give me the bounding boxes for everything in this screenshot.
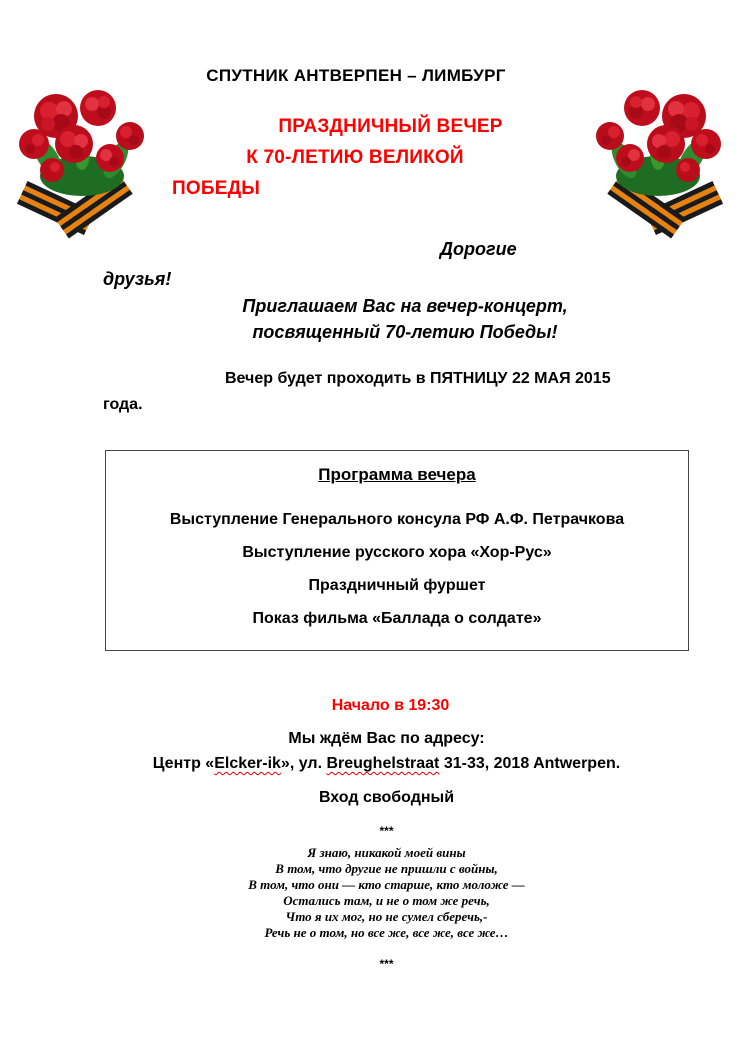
event-title-line1: ПРАЗДНИЧНЫЙ ВЕЧЕР <box>278 116 503 137</box>
poem-line-5: Что я их мог, но не сумел сберечь,- <box>285 909 488 924</box>
entrance-note: Вход свободный <box>318 789 455 806</box>
event-title-line3: ПОБЕДЫ <box>172 178 261 199</box>
address-mid: », ул. <box>280 755 327 772</box>
poem-line-1: Я знаю, никакой моей вины <box>307 845 466 860</box>
address-suffix: 31-33, 2018 Antwerpen. <box>439 755 621 772</box>
address-prefix: Центр « <box>152 755 215 772</box>
invitation-line2: посвященный 70-летию Победы! <box>252 322 558 342</box>
poem-line-2: В том, что другие не пришли с войны, <box>275 861 498 876</box>
poem-line-4: Остались там, и не о том же речь, <box>283 893 490 908</box>
program-box <box>105 450 689 651</box>
program-item-film: Показ фильма «Баллада о солдате» <box>252 610 542 627</box>
program-item-consul-speech: Выступление Генерального консула РФ А.Ф. Петрачкова <box>169 511 625 528</box>
invitation-line1: Приглашаем Вас на вечер-концерт, <box>242 296 568 316</box>
program-item-buffet: Праздничный фуршет <box>308 577 486 594</box>
start-time: Начало в 19:30 <box>331 697 450 714</box>
poem-line-6: Речь не о том, но все же, все же, все же… <box>264 925 509 940</box>
greeting-word1: Дорогие <box>440 239 517 259</box>
org-title: СПУТНИК АНТВЕРПЕН – ЛИМБУРГ <box>206 66 506 85</box>
event-date-line1: Вечер будет проходить в ПЯТНИЦУ 22 МАЯ 2015 <box>225 370 611 387</box>
greeting-word2: друзья! <box>103 269 172 289</box>
event-title-line2: К 70-ЛЕТИЮ ВЕЛИКОЙ <box>246 147 464 168</box>
poem-line-3: В том, что они — кто старше, кто моложе — <box>248 877 525 892</box>
program-title: Программа вечера <box>318 465 476 484</box>
poem-separator-top: *** <box>379 824 394 838</box>
event-date-line2: года. <box>103 396 143 413</box>
address-line <box>30 755 743 773</box>
address-street: Breughelstraat <box>326 755 440 772</box>
poem <box>30 845 743 941</box>
poem-separator-bottom: *** <box>379 957 394 971</box>
address-intro: Мы ждём Вас по адресу: <box>288 730 485 747</box>
address-center-name: Elcker-ik <box>214 755 281 772</box>
program-item-choir: Выступление русского хора «Хор-Рус» <box>242 544 552 561</box>
